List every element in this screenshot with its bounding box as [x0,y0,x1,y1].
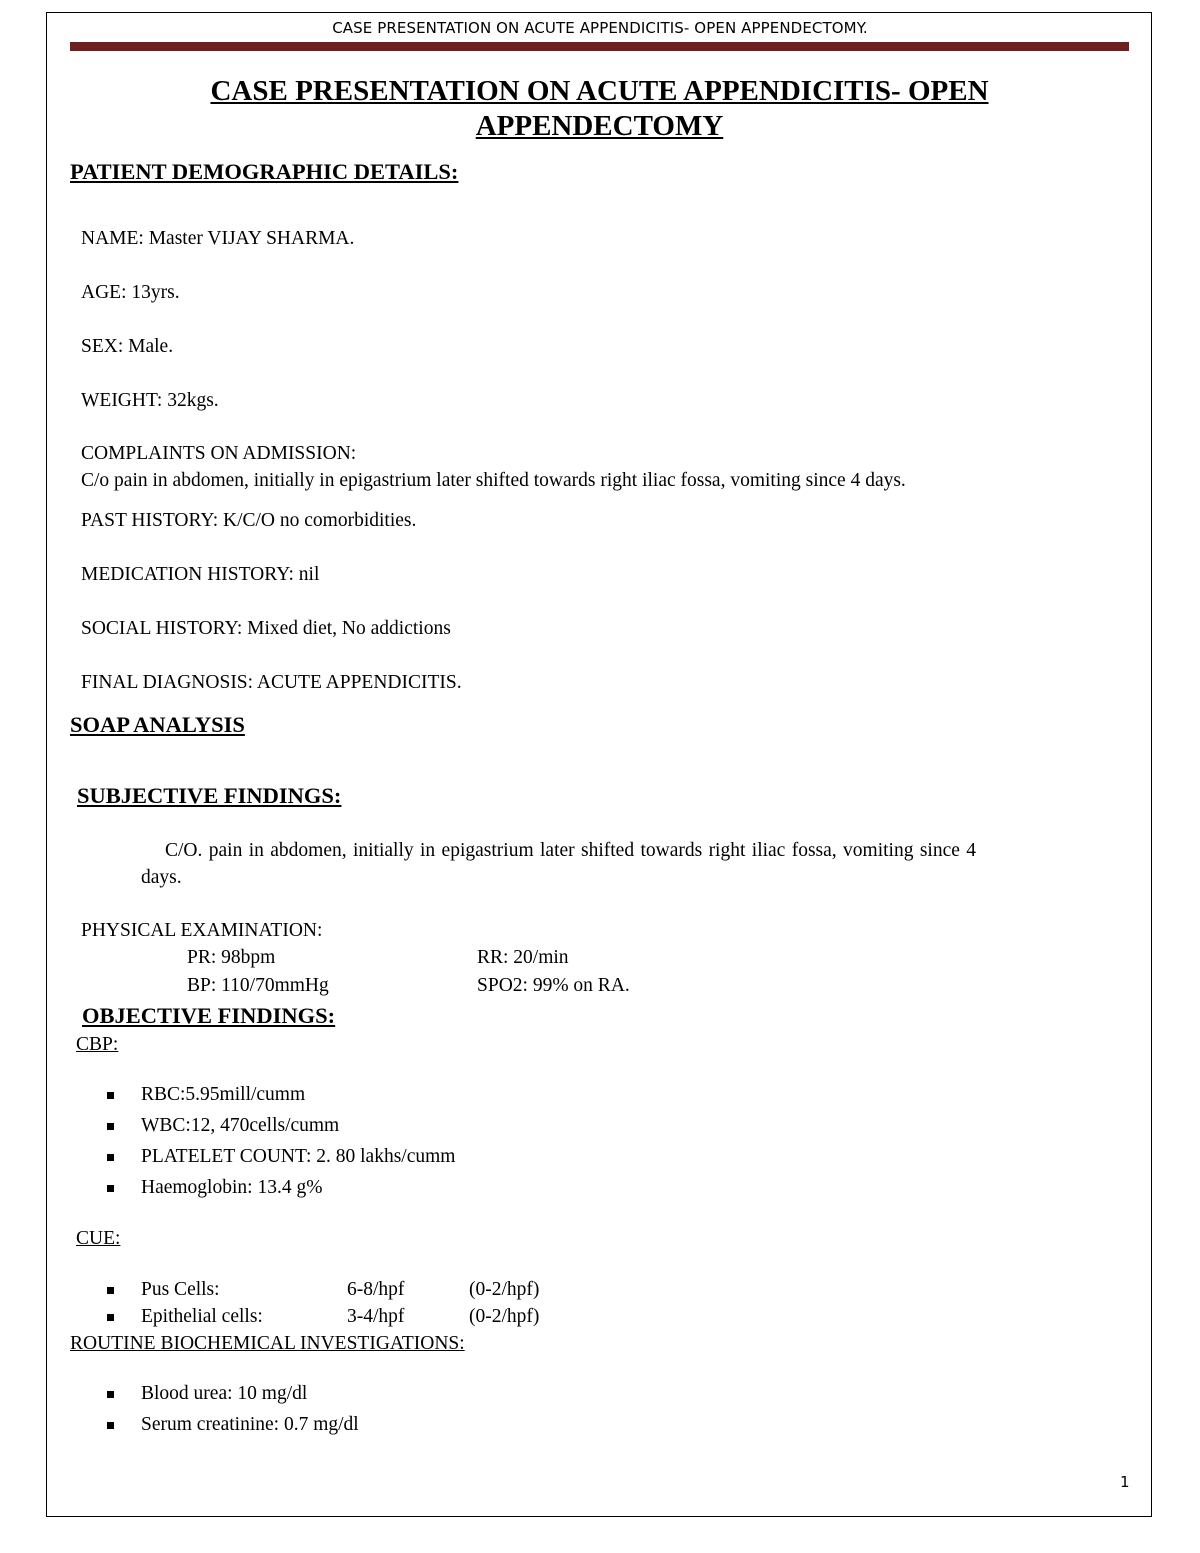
patient-sex: SEX: Male. [81,336,174,357]
demographics-heading: PATIENT DEMOGRAPHIC DETAILS: [70,159,459,184]
vital-rr: RR: 20/min [477,947,569,968]
medication-history: MEDICATION HISTORY: nil [81,564,320,585]
patient-weight: WEIGHT: 32kgs. [81,390,219,411]
subjective-text-line-1: C/O. pain in abdomen, initially in epigastrium later shifted towards right iliac fossa, vomiting since 4 [165,840,977,861]
title-line-1: CASE PRESENTATION ON ACUTE APPENDICITIS- OPEN [210,75,989,107]
bullet-icon [107,1185,114,1192]
vital-bp: BP: 110/70mmHg [187,975,329,996]
document-title [70,74,1129,144]
cbp-item-haemoglobin: Haemoglobin: 13.4 g% [141,1177,323,1198]
bullet-icon [107,1092,114,1099]
cue-item-value: 6-8/hpf [347,1279,405,1300]
bullet-icon [107,1123,114,1130]
social-history: SOCIAL HISTORY: Mixed diet, No addictions [81,618,451,639]
bullet-icon [107,1287,114,1294]
title-line-2: APPENDECTOMY [475,110,724,142]
biochem-item-urea: Blood urea: 10 mg/dl [141,1383,308,1404]
running-header: CASE PRESENTATION ON ACUTE APPENDICITIS- OPEN APPENDECTOMY. [332,19,868,37]
bullet-icon [107,1391,114,1398]
complaints-label: COMPLAINTS ON ADMISSION: [81,443,357,464]
cue-item-name: Epithelial cells: [141,1306,263,1327]
page-number: 1 [1120,1473,1130,1491]
bullet-icon [107,1422,114,1429]
biochem-item-creatinine: Serum creatinine: 0.7 mg/dl [141,1414,359,1435]
cbp-item-rbc: RBC:5.95mill/cumm [141,1084,306,1105]
biochem-label: ROUTINE BIOCHEMICAL INVESTIGATIONS: [70,1333,465,1354]
cue-item-name: Pus Cells: [141,1279,220,1300]
soap-heading: SOAP ANALYSIS [70,712,245,737]
final-diagnosis: FINAL DIAGNOSIS: ACUTE APPENDICITIS. [81,672,462,693]
patient-name: NAME: Master VIJAY SHARMA. [81,228,355,249]
cbp-label: CBP: [76,1034,119,1055]
cbp-item-platelet: PLATELET COUNT: 2. 80 lakhs/cumm [141,1146,456,1167]
cue-item-range: (0-2/hpf) [469,1306,540,1327]
vital-spo2: SPO2: 99% on RA. [477,975,630,996]
patient-age: AGE: 13yrs. [81,282,180,303]
cbp-item-wbc: WBC:12, 470cells/cumm [141,1115,340,1136]
objective-heading: OBJECTIVE FINDINGS: [82,1003,336,1028]
subjective-text-line-2: days. [141,867,182,888]
past-history: PAST HISTORY: K/C/O no comorbidities. [81,510,417,531]
header-rule [70,42,1129,51]
cue-label: CUE: [76,1228,121,1249]
cue-item-range: (0-2/hpf) [469,1279,540,1300]
subjective-heading: SUBJECTIVE FINDINGS: [77,783,342,808]
cue-item-value: 3-4/hpf [347,1306,405,1327]
bullet-icon [107,1154,114,1161]
bullet-icon [107,1314,114,1321]
complaints-text: C/o pain in abdomen, initially in epigastrium later shifted towards right iliac fossa, vomiting since 4 days. [81,470,906,491]
vital-pr: PR: 98bpm [187,947,276,968]
physical-exam-label: PHYSICAL EXAMINATION: [81,920,323,941]
